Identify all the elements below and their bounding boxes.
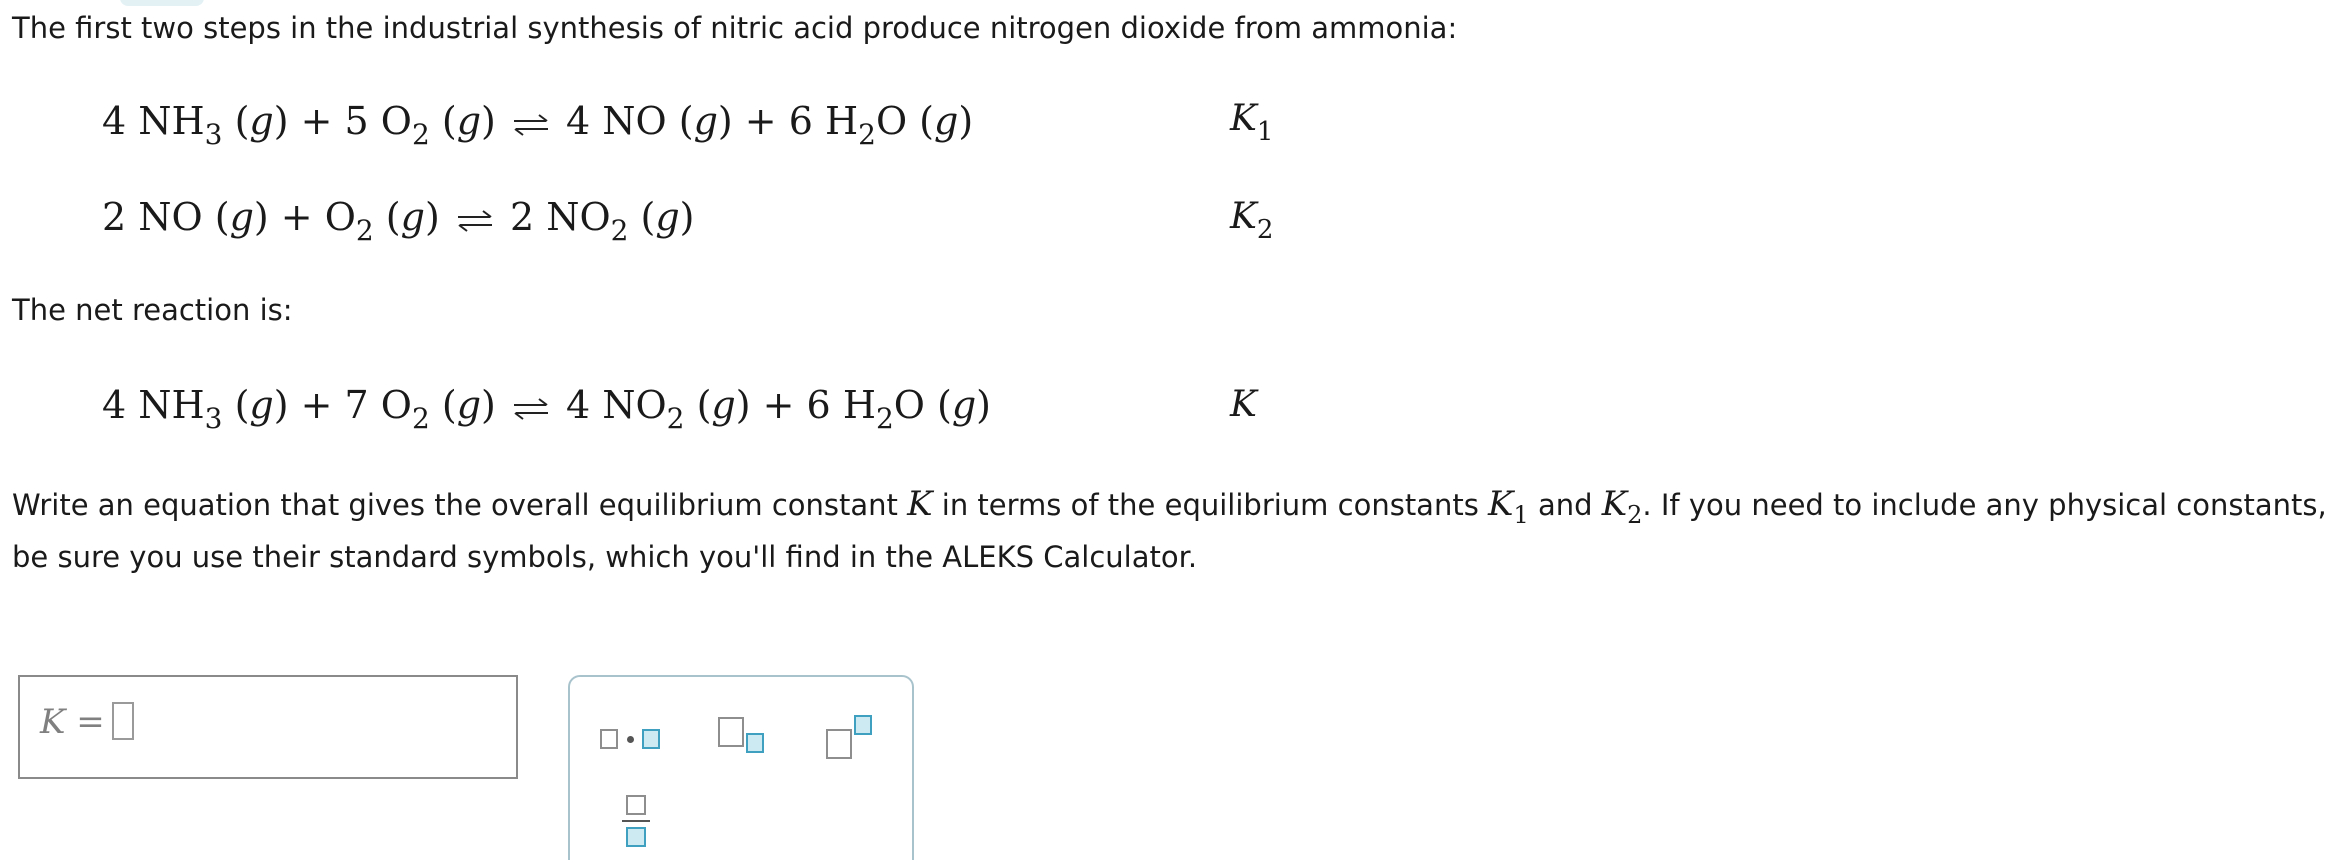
superscript-tool-button[interactable] [826,715,886,763]
reaction-2: 2 NO $(g) + O_2$ (g) 2 $NO_2$ (g) [102,195,695,247]
constant-k2-label: $K_2$ [1230,196,1274,245]
equilibrium-arrow-icon [512,113,550,137]
net-reaction: 4 $NH_3$ (g) + 7 $O_2$ (g) 4 $NO_2$ (g) + 6 $H_2O$ (g) [102,383,991,435]
answer-input-box[interactable] [18,675,518,779]
subscript-tool-button[interactable] [718,717,778,761]
dot-operator-icon [627,736,634,743]
question-text: Write an equation that gives the overall equilibrium constant K in terms of the equilibrium constants $K_1$ and $K_2$. If you need to include any physical constants, be sure you use their standard symbols, which you'll find in the ALEKS Calculator. [12,484,2327,574]
fraction-bar-icon [622,820,650,822]
multiply-tool-button[interactable] [600,721,672,757]
math-toolbox [568,675,914,860]
reaction-1: 4 $NH_3$ (g) + 5 $O_2$ (g) 4 NO (g) + 6 $H_2O$ (g) [102,99,974,151]
constant-k-label: K [1230,384,1257,425]
constant-k1-label: $K_1$ [1230,98,1274,147]
equilibrium-arrow-icon [512,397,550,421]
answer-prefix: K = [40,702,105,742]
fraction-tool-button[interactable] [620,795,660,855]
equilibrium-arrow-icon [456,209,494,233]
answer-input-slot[interactable] [112,702,134,740]
intro-text: The first two steps in the industrial synthesis of nitric acid produce nitrogen dioxide from ammonia: [12,11,1458,45]
net-reaction-label: The net reaction is: [12,293,293,327]
